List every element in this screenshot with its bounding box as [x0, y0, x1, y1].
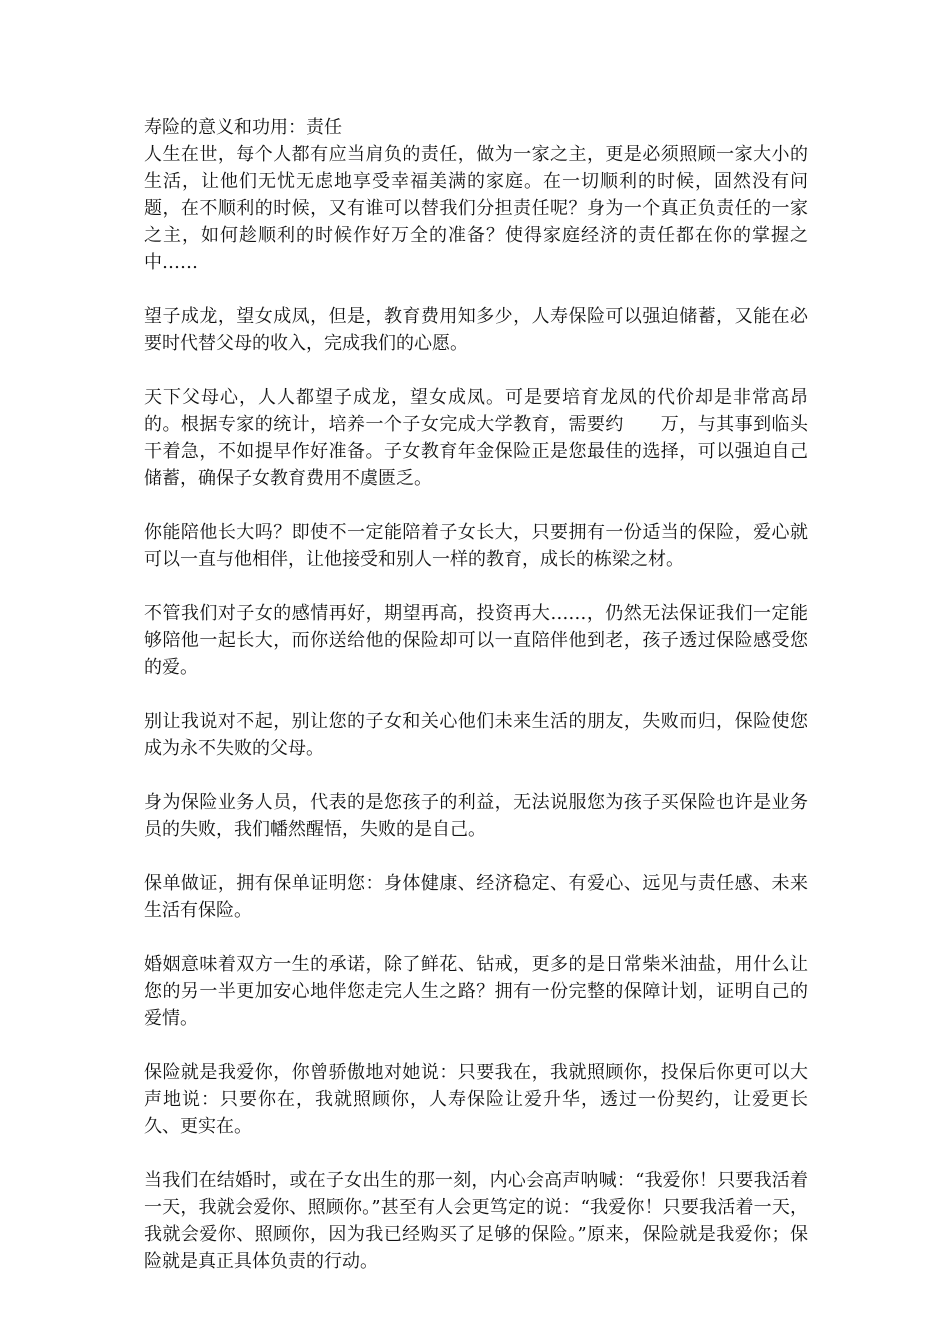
paragraph-gap — [144, 762, 808, 789]
paragraph-gap — [144, 1032, 808, 1059]
paragraph-i-love-you: 当我们在结婚时，或在子女出生的那一刻，内心会高声呐喊：“我爱你！只要我活着一天，我就会爱你、照顾你。”甚至有人会更笃定的说：“我爱你！只要我活着一天，我就会爱你、照顾你，因为我已经购买了足够的保险。”原来，保险就是我爱你；保险就是真正具体负责的行动。 — [144, 1170, 808, 1272]
paragraph-policy-proof: 保单做证，拥有保单证明您：身体健康、经济稳定、有爱心、远见与责任感、未来生活有保险。 — [144, 873, 808, 921]
paragraph-parents-heart: 天下父母心，人人都望子成龙，望女成凤。可是要培育龙凤的代价却是非常高昂的。根据专家的统计，培养一个子女完成大学教育，需要约 万，与其事到临头干着急，不如提早作好准备。子女教育年金保险正是您最佳的选择，可以强迫自己储蓄，确保子女教育费用不虞匮乏。 — [144, 387, 808, 489]
paragraph-marriage: 婚姻意味着双方一生的承诺，除了鲜花、钻戒，更多的是日常柴米油盐，用什么让您的另一半更加安心地伴您走完人生之路？拥有一份完整的保障计划，证明自己的爱情。 — [144, 954, 808, 1029]
paragraph-love-through-insurance: 不管我们对子女的感情再好，期望再高，投资再大……，仍然无法保证我们一定能够陪他一起长大，而你送给他的保险却可以一直陪伴他到老，孩子透过保险感受您的爱。 — [144, 603, 808, 678]
paragraph-gap — [144, 924, 808, 951]
paragraph-gap — [144, 573, 808, 600]
paragraph-gap — [144, 276, 808, 303]
paragraph-education-cost: 望子成龙，望女成凤，但是，教育费用知多少，人寿保险可以强迫储蓄，又能在必要时代替父母的收入，完成我们的心愿。 — [144, 306, 808, 354]
paragraph-gap — [144, 357, 808, 384]
paragraph-gap — [144, 492, 808, 519]
paragraph-responsibility: 人生在世，每个人都有应当肩负的责任，做为一家之主，更是必须照顾一家大小的生活，让他们无忧无虑地享受幸福美满的家庭。在一切顺利的时候，固然没有问题，在不顺利的时候，又有谁可以替我们分担责任呢？身为一个真正负责任的一家之主，如何趁顺利的时候作好万全的准备？使得家庭经济的责任都在你的掌握之中…… — [144, 144, 808, 273]
paragraph-insurance-is-love: 保险就是我爱你，你曾骄傲地对她说：只要我在，我就照顾你，投保后你更可以大声地说：只要你在，我就照顾你，人寿保险让爱升华，透过一份契约，让爱更长久、更实在。 — [144, 1062, 808, 1137]
paragraph-never-fail: 别让我说对不起，别让您的子女和关心他们未来生活的朋友，失败而归，保险使您成为永不失败的父母。 — [144, 711, 808, 759]
document-body — [144, 114, 808, 1275]
paragraph-gap — [144, 1140, 808, 1167]
paragraph-grow-up-together: 你能陪他长大吗？即使不一定能陪着子女长大，只要拥有一份适当的保险，爱心就可以一直与他相伴，让他接受和别人一样的教育，成长的栋梁之材。 — [144, 522, 808, 570]
paragraph-agent-role: 身为保险业务人员，代表的是您孩子的利益，无法说服您为孩子买保险也许是业务员的失败，我们幡然醒悟，失败的是自己。 — [144, 792, 808, 840]
document-title: 寿险的意义和功用：责任 — [144, 117, 342, 138]
paragraph-gap — [144, 681, 808, 708]
paragraph-gap — [144, 843, 808, 870]
